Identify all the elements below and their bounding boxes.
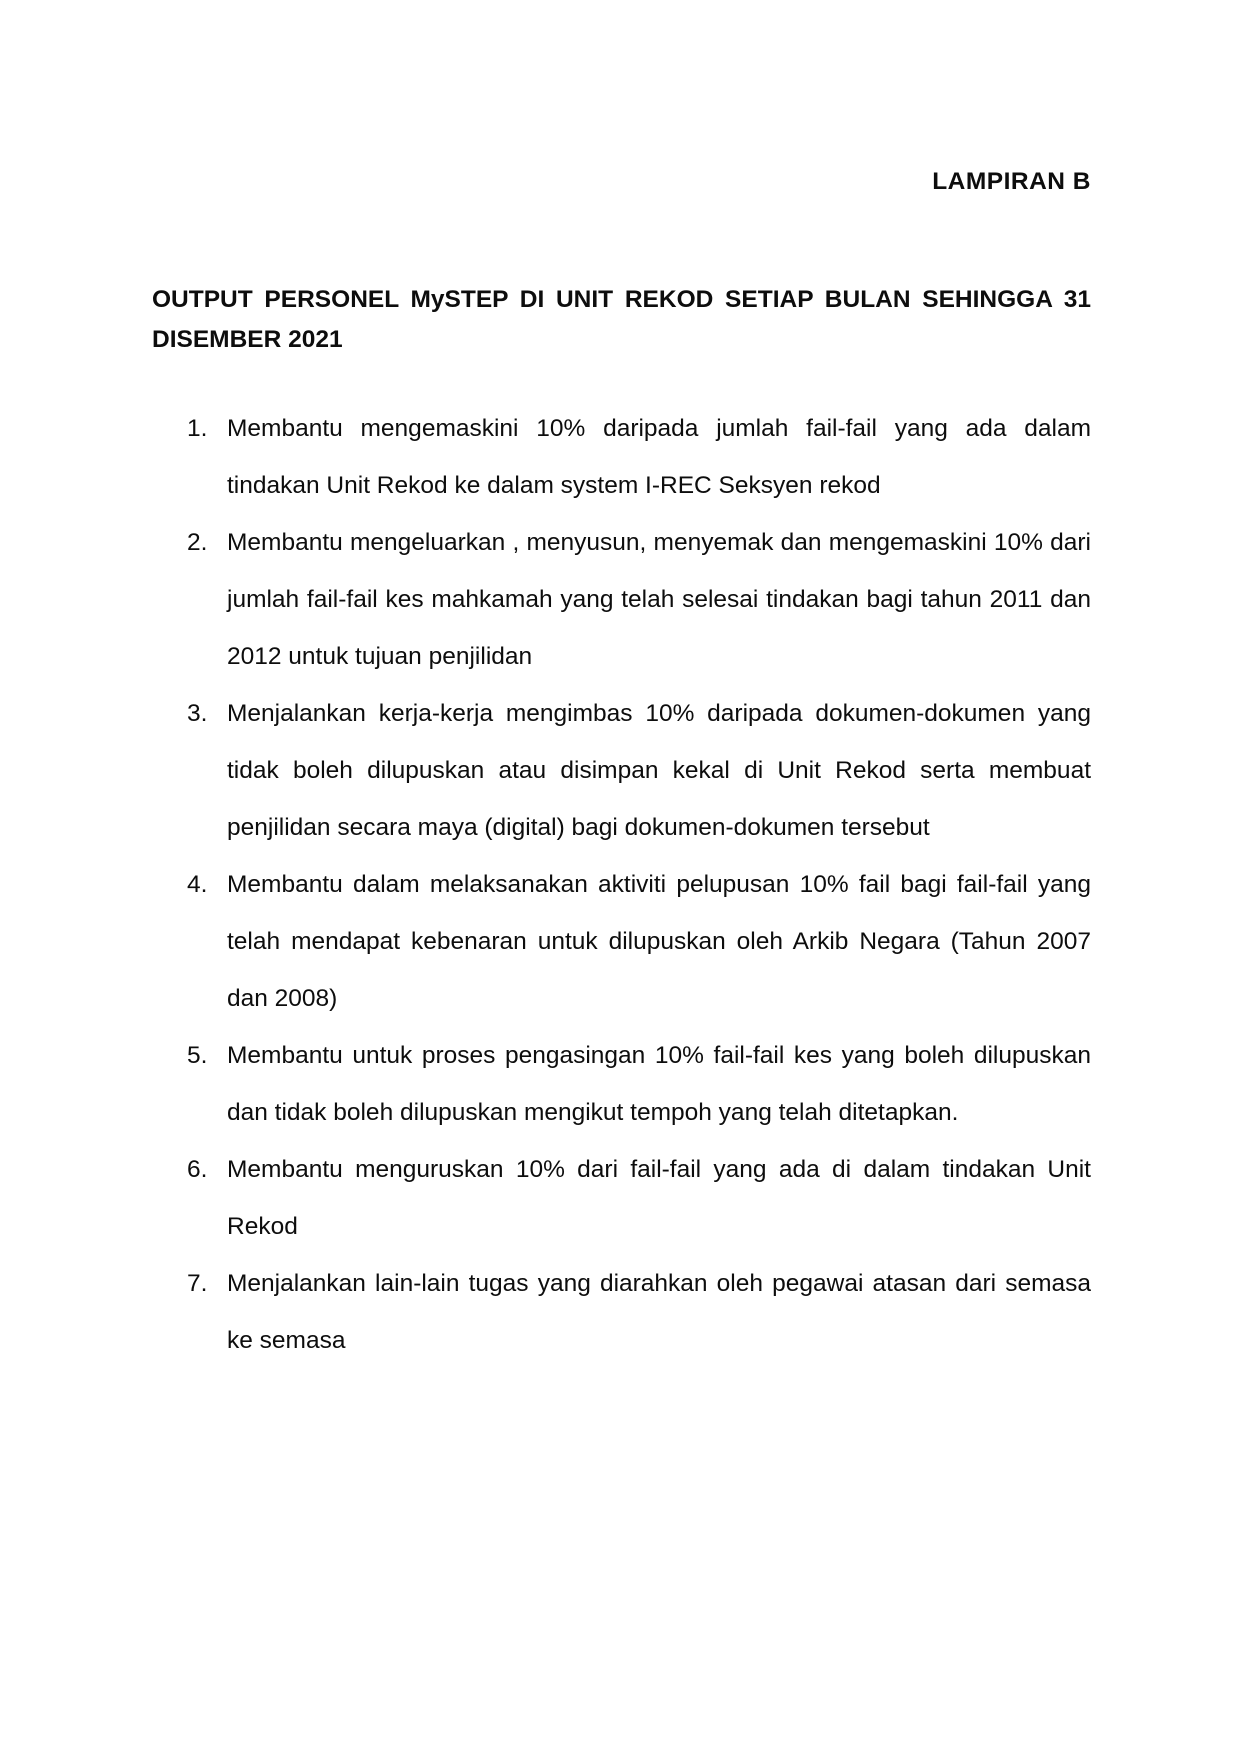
document-title: OUTPUT PERSONEL MySTEP DI UNIT REKOD SETIAP BULAN SEHINGGA 31 DISEMBER 2021 xyxy=(152,286,1091,353)
list-item xyxy=(152,400,1091,514)
list-item-number: 1. xyxy=(187,415,208,442)
list-item-text: Menjalankan kerja-kerja mengimbas 10% daripada dokumen-dokumen yang tidak boleh dilupuskan atau disimpan kekal di Unit Rekod serta membuat penjilidan secara maya (digital) bagi dokumen-dokumen tersebut xyxy=(227,700,1091,841)
task-list xyxy=(152,400,1091,1369)
list-item-text: Membantu mengemaskini 10% daripada jumlah fail-fail yang ada dalam tindakan Unit Rekod ke dalam system I-REC Seksyen rekod xyxy=(227,415,1091,499)
list-item-number: 6. xyxy=(187,1156,208,1183)
list-item xyxy=(152,514,1091,685)
list-item-number: 4. xyxy=(187,871,208,898)
list-item-number: 7. xyxy=(187,1270,208,1297)
list-item-text: Menjalankan lain-lain tugas yang diarahkan oleh pegawai atasan dari semasa ke semasa xyxy=(227,1270,1091,1354)
list-item xyxy=(152,1255,1091,1369)
list-item-text: Membantu menguruskan 10% dari fail-fail yang ada di dalam tindakan Unit Rekod xyxy=(227,1156,1091,1240)
list-item xyxy=(152,1027,1091,1141)
list-item-number: 3. xyxy=(187,700,208,727)
list-item-text: Membantu untuk proses pengasingan 10% fail-fail kes yang boleh dilupuskan dan tidak boleh dilupuskan mengikut tempoh yang telah ditetapkan. xyxy=(227,1042,1091,1126)
list-item xyxy=(152,856,1091,1027)
list-item-number: 5. xyxy=(187,1042,208,1069)
list-item xyxy=(152,685,1091,856)
list-item-text: Membantu dalam melaksanakan aktiviti pelupusan 10% fail bagi fail-fail yang telah mendapat kebenaran untuk dilupuskan oleh Arkib Negara (Tahun 2007 dan 2008) xyxy=(227,871,1091,1012)
list-item-text: Membantu mengeluarkan , menyusun, menyemak dan mengemaskini 10% dari jumlah fail-fail kes mahkamah yang telah selesai tindakan bagi tahun 2011 dan 2012 untuk tujuan penjilidan xyxy=(227,529,1091,670)
list-item-number: 2. xyxy=(187,529,208,556)
corner-label: LAMPIRAN B xyxy=(932,168,1091,195)
list-item xyxy=(152,1141,1091,1255)
